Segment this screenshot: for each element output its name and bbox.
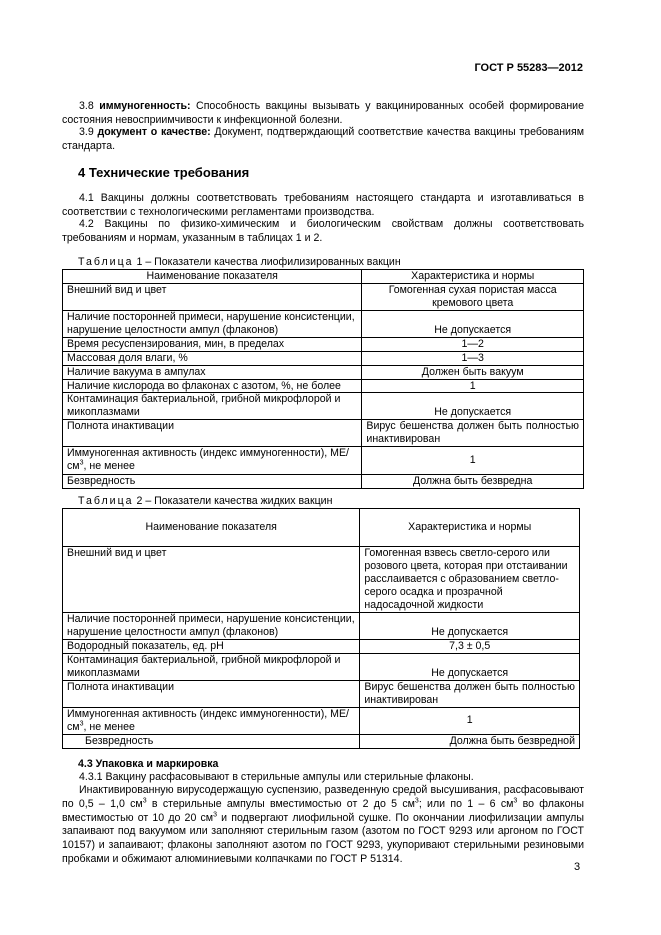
table-1	[62, 269, 584, 489]
table-row	[63, 613, 580, 640]
cell-value: Не допускается	[362, 310, 584, 337]
column-header: Наименование показателя	[63, 509, 360, 547]
text-part: в стерильные ампулы вместимостью от 2 до 5 см	[146, 797, 415, 810]
cell-value: Вирус бешенства должен быть полностью инактивирован	[362, 420, 584, 447]
table-row	[63, 447, 584, 475]
def-term: иммуногенность:	[99, 100, 191, 112]
cell-name: Внешний вид и цвет	[63, 547, 360, 613]
table-1-caption	[78, 256, 401, 270]
column-header: Характеристика и нормы	[360, 509, 580, 547]
document-header: ГОСТ Р 55283—2012	[474, 62, 583, 74]
column-header: Наименование показателя	[63, 270, 362, 284]
cell-value: Должен быть вакуум	[362, 365, 584, 379]
caption-word: Таблица	[78, 256, 134, 268]
cell-text: Иммуногенная активность (индекс иммуногенности), МЕ/см	[67, 447, 349, 473]
paragraph-4-2: 4.2 Вакцины по физико-химическим и биологическим свойствам должны соответствовать требованиям и нормам, указанным в таблицах 1 и 2.	[62, 218, 584, 244]
cell-value: 1	[360, 707, 580, 734]
cell-text-tail: , не менее	[83, 720, 135, 733]
paragraph-4-1: 4.1 Вакцины должны соответствовать требованиям настоящего стандарта и изготавливаться в соответствии с технологическими регламентами производства.	[62, 192, 584, 218]
cell-name	[63, 447, 362, 475]
def-number: 3.8	[79, 100, 94, 112]
table-row	[63, 393, 584, 420]
cell-name: Полнота инактивации	[63, 420, 362, 447]
cell-name: Контаминация бактериальной, грибной микрофлорой и микоплазмами	[63, 653, 360, 680]
def-text: Документ, подтверждающий соответствие качества вакцины требованиям стандарта.	[62, 126, 584, 152]
table-row	[63, 379, 584, 393]
table-row	[63, 310, 584, 337]
table-row	[63, 653, 580, 680]
table-2	[62, 508, 580, 749]
definition-3-8	[62, 100, 584, 128]
def-term: документ о качестве:	[97, 126, 211, 138]
cell-value: 7,3 ± 0,5	[360, 640, 580, 654]
caption-text: 1 – Показатели качества лиофилизированных вакцин	[133, 256, 401, 268]
cell-value: Гомогенная взвесь светло-серого или розового цвета, которая при отстаивании расслаивается с образованием светло-серого осадка и прозрачной надосадочной жидкости	[360, 547, 580, 613]
cell-value: 1—3	[362, 351, 584, 365]
cell-value: Не допускается	[362, 393, 584, 420]
cell-value: Не допускается	[360, 613, 580, 640]
page-number: 3	[574, 861, 581, 873]
table-header-row	[63, 270, 584, 284]
cell-name: Внешний вид и цвет	[63, 283, 362, 310]
cell-name: Время ресуспензирования, мин, в пределах	[63, 337, 362, 351]
superscript: 3	[79, 459, 84, 467]
section-title: 4 Технические требования	[78, 165, 250, 180]
cell-text-tail: , не менее	[83, 460, 135, 473]
cell-value: Гомогенная сухая пористая масса кремового цвета	[362, 283, 584, 310]
superscript: 3	[142, 797, 147, 805]
text-part: Инактивированную вирусодержащую суспензию, разведенную средой высушивания, расфасовывают по 0,5 – 1,0 см	[62, 784, 584, 810]
cell-value: Вирус бешенства должен быть полностью инактивирован	[360, 680, 580, 707]
superscript: 3	[79, 720, 84, 728]
cell-name: Наличие посторонней примеси, нарушение консистенции, нарушение целостности ампул (флаконов)	[63, 310, 362, 337]
table-row	[63, 680, 580, 707]
text-part: и подвергают лиофильной сушке. По окончании лиофилизации ампулы запаивают под вакуумом или заполняют стерильным газом (азотом по ГОСТ 9293 или аргоном по ГОСТ 10157) и запаивают; флаконы заполняют азотом по ГОСТ 9293, укупоривают стерильными резиновыми пробками и обжимают алюминиевыми колпачками по ГОСТ Р 51314.	[62, 811, 584, 865]
cell-name: Водородный показатель, ед. рН	[63, 640, 360, 654]
cell-value: Не допускается	[360, 653, 580, 680]
caption-word: Таблица	[78, 495, 134, 507]
cell-name: Массовая доля влаги, %	[63, 351, 362, 365]
cell-value: 1—2	[362, 337, 584, 351]
table-row	[63, 547, 580, 613]
cell-name: Наличие кислорода во флаконах с азотом, %, не более	[63, 379, 362, 393]
caption-text: 2 – Показатели качества жидких вакцин	[133, 495, 333, 507]
table-row	[63, 475, 584, 489]
def-number: 3.9	[79, 126, 94, 138]
table-row	[63, 707, 580, 734]
table-row	[63, 640, 580, 654]
table-header-row	[63, 509, 580, 547]
cell-name: Контаминация бактериальной, грибной микрофлорой и микоплазмами	[63, 393, 362, 420]
paragraph-4-3-1: 4.3.1 Вакцину расфасовывают в стерильные ампулы или стерильные флаконы.	[79, 771, 474, 783]
table-row	[63, 283, 584, 310]
definition-3-9	[62, 126, 584, 154]
text-part: во флаконы вместимостью от 10 до 20 см	[62, 797, 584, 824]
table-row	[63, 351, 584, 365]
superscript: 3	[414, 797, 419, 805]
table-row	[63, 734, 580, 748]
text-part: ; или по 1 – 6 см	[418, 797, 514, 810]
table-2-caption	[78, 495, 332, 509]
cell-value: Должна быть безвредной	[360, 734, 580, 748]
superscript: 3	[513, 797, 518, 805]
cell-name: Наличие вакуума в ампулах	[63, 365, 362, 379]
paragraph-packaging	[62, 784, 584, 867]
cell-value: 1	[362, 447, 584, 475]
table-row	[63, 420, 584, 447]
cell-name	[63, 707, 360, 734]
cell-name: Наличие посторонней примеси, нарушение консистенции, нарушение целостности ампул (флаконов)	[63, 613, 360, 640]
cell-name: Безвредность	[63, 734, 360, 748]
def-text: Способность вакцины вызывать у вакцинированных особей формирование состояния невосприимчивости к инфекционной болезни.	[62, 100, 584, 126]
column-header: Характеристика и нормы	[362, 270, 584, 284]
subsection-title: 4.3 Упаковка и маркировка	[78, 758, 219, 770]
cell-value: Должна быть безвредна	[362, 475, 584, 489]
cell-value: 1	[362, 379, 584, 393]
table-row	[63, 365, 584, 379]
cell-text: Иммуногенная активность (индекс иммуногенности), МЕ/см	[67, 707, 349, 733]
cell-name: Безвредность	[63, 475, 362, 489]
cell-name: Полнота инактивации	[63, 680, 360, 707]
superscript: 3	[213, 811, 217, 818]
table-row	[63, 337, 584, 351]
